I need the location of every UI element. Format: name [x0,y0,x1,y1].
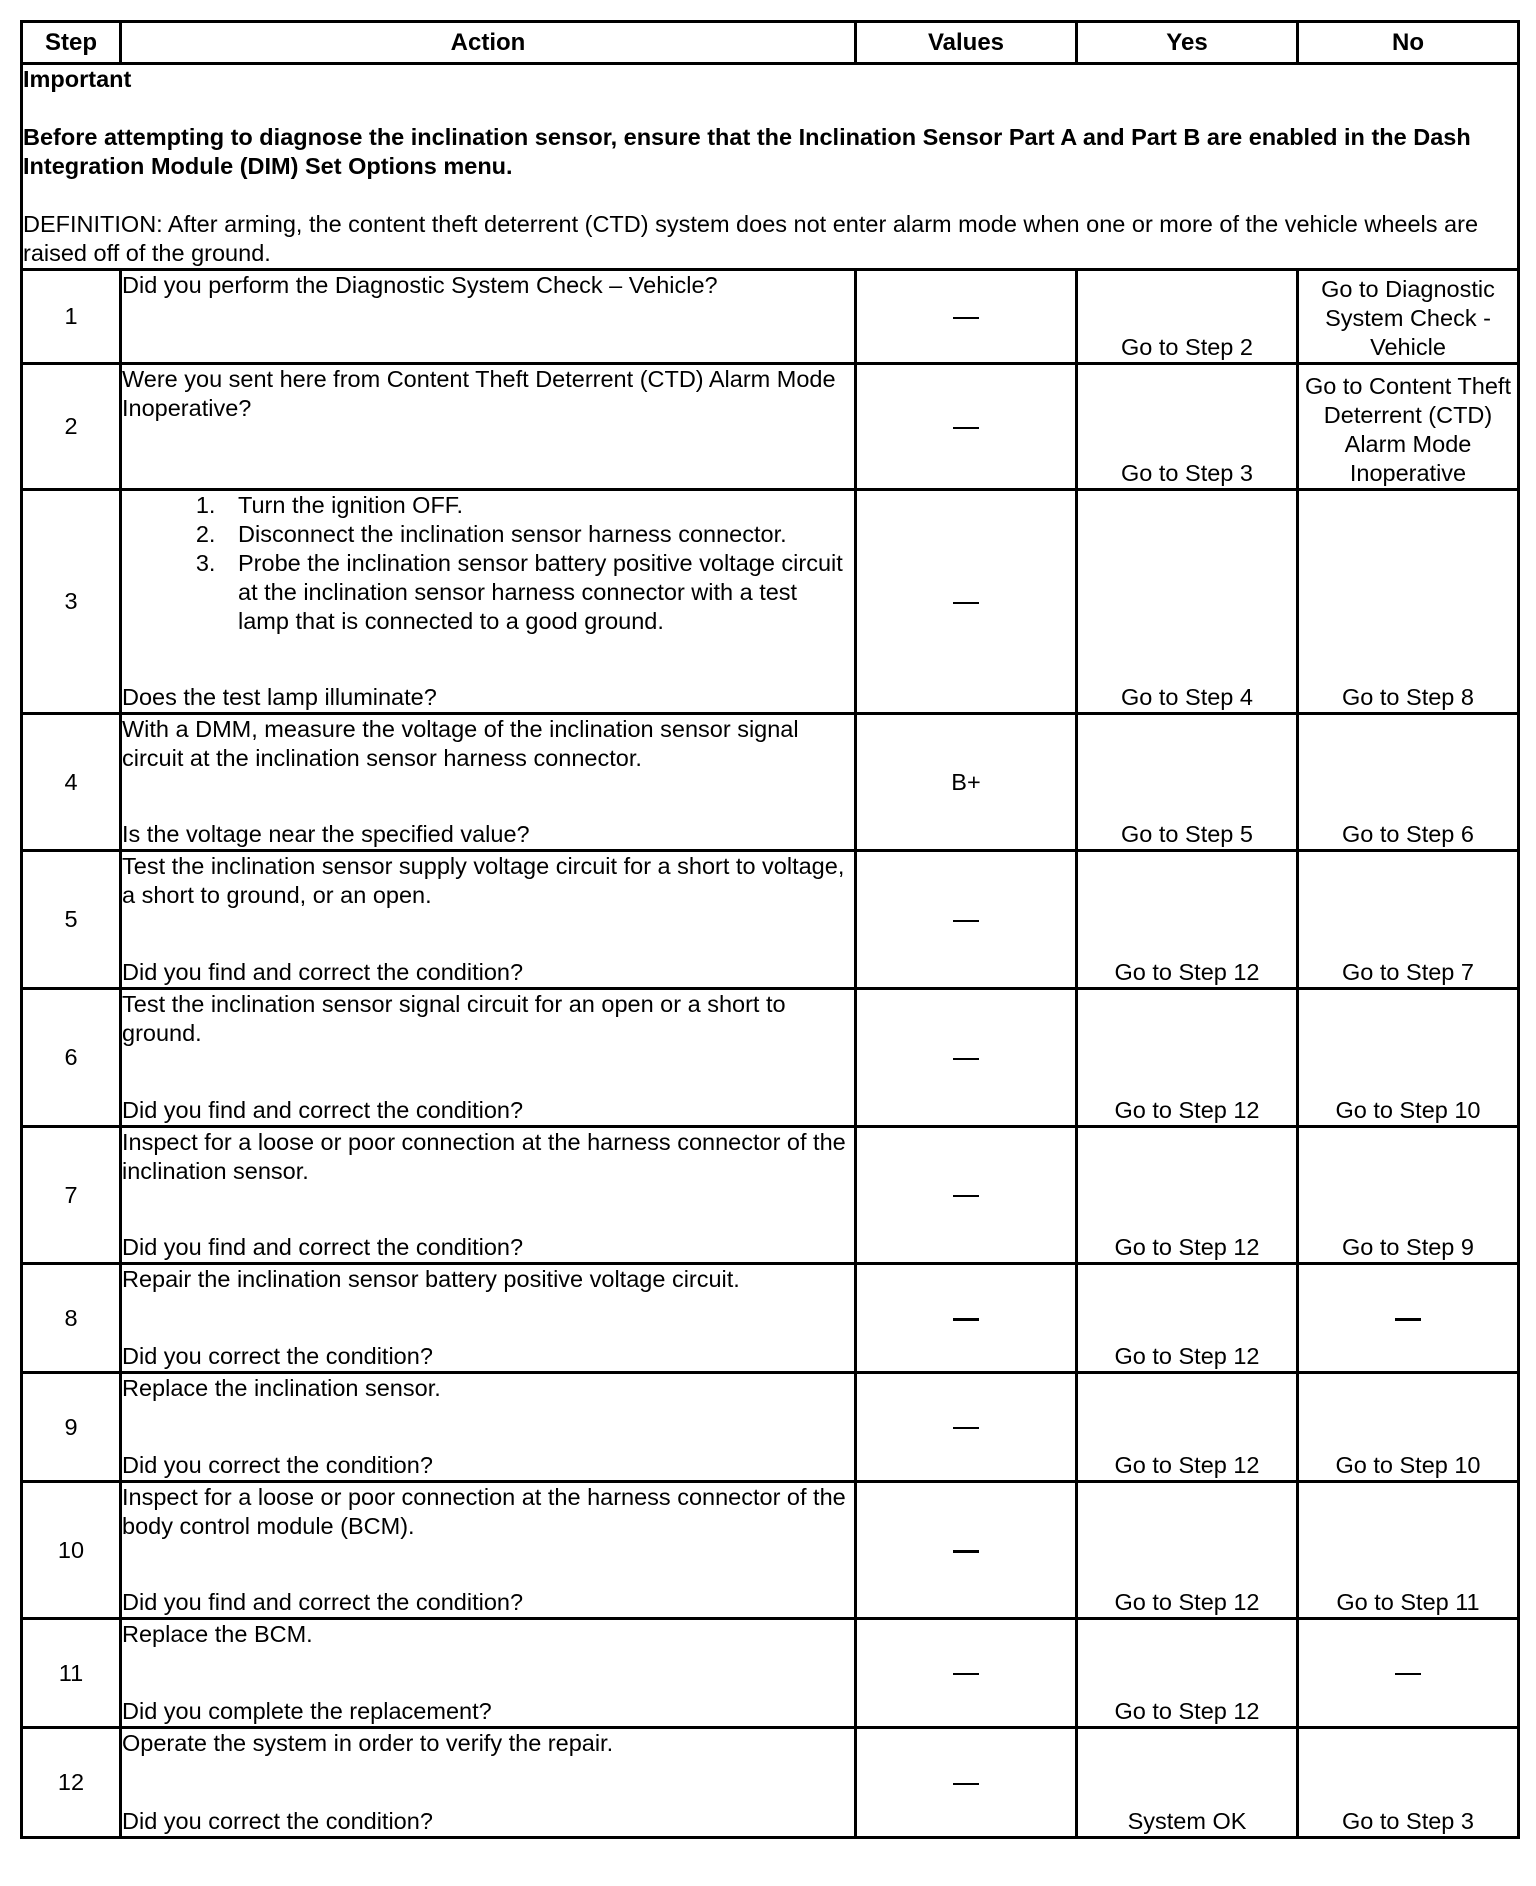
action-text: Replace the BCM. [122,1621,313,1647]
table-row [22,1728,1519,1838]
action-cell [121,1619,856,1728]
values-cell: B+ [856,714,1077,851]
no-cell: Go to Step 8 [1298,490,1519,714]
action-cell [121,1482,856,1619]
substep-item: 3. Probe the inclination sensor battery positive voltage circuit at the inclination sensor harness connector with a test lamp that is connected to a good ground. [222,549,854,636]
table-row [22,1482,1519,1619]
action-text: Were you sent here from Content Theft Deterrent (CTD) Alarm Mode Inoperative? [122,366,836,421]
no-cell: Go to Diagnostic System Check - Vehicle [1298,270,1519,364]
action-text: Repair the inclination sensor battery positive voltage circuit. [122,1266,740,1292]
yes-cell: Go to Step 12 [1077,1373,1298,1482]
step-number: 2 [22,364,121,490]
action-text: Did you perform the Diagnostic System Check – Vehicle? [122,272,718,298]
header-step: Step [22,22,121,64]
step-number: 3 [22,490,121,714]
action-text: Inspect for a loose or poor connection at the harness connector of the inclination sensor. [122,1129,846,1184]
table-row [22,490,1519,714]
substep-item: 2. Disconnect the inclination sensor harness connector. [222,520,854,549]
step-number: 7 [22,1127,121,1264]
header-row [22,22,1519,64]
values-cell [856,851,1077,989]
table-row [22,1264,1519,1373]
step-number: 5 [22,851,121,989]
action-question: Did you complete the replacement? [122,1698,492,1724]
step-number: 10 [22,1482,121,1619]
action-cell [121,1264,856,1373]
dash-icon [953,1673,979,1675]
values-cell [856,1619,1077,1728]
yes-cell: Go to Step 12 [1077,989,1298,1127]
yes-cell: Go to Step 12 [1077,1127,1298,1264]
step-number: 12 [22,1728,121,1838]
dash-icon [953,1318,979,1321]
values-cell [856,1264,1077,1373]
values-cell [856,1373,1077,1482]
table-row [22,1373,1519,1482]
header-yes: Yes [1077,22,1298,64]
values-cell [856,1127,1077,1264]
substep-list [122,491,854,636]
dash-icon [953,1195,979,1197]
action-question: Did you find and correct the condition? [122,1097,524,1123]
action-text: Inspect for a loose or poor connection at the harness connector of the body control module (BCM). [122,1484,846,1539]
action-cell [121,490,856,714]
action-cell [121,1373,856,1482]
action-text: With a DMM, measure the voltage of the inclination sensor signal circuit at the inclination sensor harness connector. [122,716,799,771]
table-row [22,364,1519,490]
dash-icon [953,1058,979,1060]
header-action: Action [121,22,856,64]
dash-icon [953,317,979,319]
yes-cell: Go to Step 3 [1077,364,1298,490]
header-values: Values [856,22,1077,64]
no-cell: Go to Step 10 [1298,1373,1519,1482]
no-cell: Go to Step 3 [1298,1728,1519,1838]
yes-cell: Go to Step 12 [1077,1619,1298,1728]
yes-cell: Go to Step 12 [1077,851,1298,989]
yes-cell: System OK [1077,1728,1298,1838]
action-text: Replace the inclination sensor. [122,1375,441,1401]
table-row [22,989,1519,1127]
action-question: Did you find and correct the condition? [122,959,524,985]
yes-cell: Go to Step 12 [1077,1264,1298,1373]
action-question: Did you find and correct the condition? [122,1589,524,1615]
important-note [22,64,1519,270]
action-cell [121,270,856,364]
table-row [22,1127,1519,1264]
table-row [22,851,1519,989]
dash-icon [1395,1318,1421,1321]
values-cell [856,1728,1077,1838]
no-cell: Go to Step 7 [1298,851,1519,989]
values-cell [856,490,1077,714]
dash-icon [953,1783,979,1785]
step-number: 9 [22,1373,121,1482]
dash-icon [1395,1673,1421,1675]
action-question: Did you correct the condition? [122,1452,433,1478]
diagnostic-table [20,20,1520,1839]
no-cell: Go to Step 6 [1298,714,1519,851]
no-cell: Go to Step 11 [1298,1482,1519,1619]
action-question: Did you correct the condition? [122,1343,433,1369]
action-question: Is the voltage near the specified value? [122,821,530,847]
no-cell: Go to Content Theft Deterrent (CTD) Alarm Mode Inoperative [1298,364,1519,490]
step-number: 8 [22,1264,121,1373]
no-cell: Go to Step 9 [1298,1127,1519,1264]
dash-icon [953,427,979,429]
step-number: 4 [22,714,121,851]
table-row [22,714,1519,851]
yes-cell: Go to Step 12 [1077,1482,1298,1619]
values-cell [856,1482,1077,1619]
dash-icon [953,1550,979,1553]
action-question: Did you find and correct the condition? [122,1234,524,1260]
values-cell [856,989,1077,1127]
action-question: Does the test lamp illuminate? [122,684,437,710]
action-cell [121,364,856,490]
action-text: Test the inclination sensor supply voltage circuit for a short to voltage, a short to ground, or an open. [122,853,845,908]
no-cell [1298,1619,1519,1728]
table-row [22,270,1519,364]
action-cell [121,1728,856,1838]
values-cell [856,364,1077,490]
step-number: 1 [22,270,121,364]
yes-cell: Go to Step 5 [1077,714,1298,851]
values-cell [856,270,1077,364]
important-title: Important [23,66,132,92]
action-cell [121,851,856,989]
action-question: Did you correct the condition? [122,1808,433,1834]
substep-item: 1. Turn the ignition OFF. [222,491,854,520]
dash-icon [953,920,979,922]
dash-icon [953,602,979,604]
action-cell [121,714,856,851]
dash-icon [953,1427,979,1429]
no-cell: Go to Step 10 [1298,989,1519,1127]
action-cell [121,1127,856,1264]
important-row [22,64,1519,270]
action-text: Operate the system in order to verify the repair. [122,1730,614,1756]
yes-cell: Go to Step 4 [1077,490,1298,714]
yes-cell: Go to Step 2 [1077,270,1298,364]
step-number: 6 [22,989,121,1127]
step-number: 11 [22,1619,121,1728]
important-body: Before attempting to diagnose the inclination sensor, ensure that the Inclination Sensor Part A and Part B are enabled in the Dash Integration Module (DIM) Set Options menu. [23,124,1471,179]
action-cell [121,989,856,1127]
table-row [22,1619,1519,1728]
no-cell [1298,1264,1519,1373]
header-no: No [1298,22,1519,64]
action-text: Test the inclination sensor signal circuit for an open or a short to ground. [122,991,786,1046]
definition-text: DEFINITION: After arming, the content theft deterrent (CTD) system does not enter alarm mode when one or more of the vehicle wheels are raised off of the ground. [23,211,1479,266]
